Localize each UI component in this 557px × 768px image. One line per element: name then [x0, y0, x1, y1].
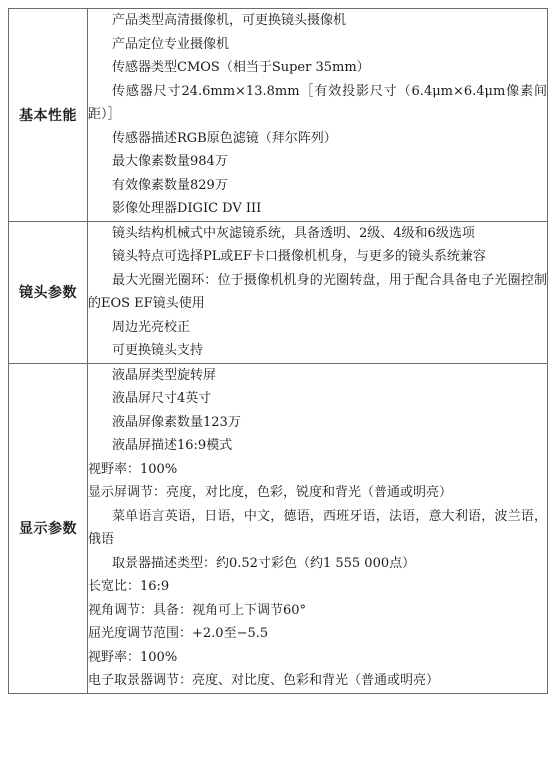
- spec-line: 镜头结构机械式中灰滤镜系统，具备透明、2级、4级和6级选项: [112, 225, 475, 241]
- section-category-label: 显示参数: [9, 363, 88, 693]
- spec-line: 显示屏调节：亮度，对比度，色彩，锐度和背光（普通或明亮）: [88, 485, 453, 500]
- section-category-label: 镜头参数: [9, 221, 88, 363]
- section-row-basic-performance: [9, 9, 548, 222]
- spec-line: 最大像素数量984万: [112, 154, 228, 169]
- spec-line: 周边光亮校正: [112, 319, 191, 335]
- section-content: [88, 363, 548, 693]
- spec-line: 电子取景器调节：亮度、对比度、色彩和背光（普通或明亮）: [88, 673, 440, 688]
- spec-line: 传感器描述RGB原色滤镜（拜尔阵列）: [112, 130, 337, 146]
- spec-line: 液晶屏尺寸4英寸: [112, 391, 212, 406]
- spec-line: 液晶屏像素数量123万: [112, 414, 241, 430]
- spec-line: 取景器描述类型：约0.52寸彩色（约1 555 000点）: [112, 555, 416, 571]
- spec-line: 最大光圈光圈环：位于摄像机机身的光圈转盘，用于配合具备电子光圈控制的EOS EF镜头使用: [88, 272, 547, 311]
- section-row-display-parameters: [9, 363, 548, 693]
- spec-line: 菜单语言英语，日语，中文，德语，西班牙语，法语，意大利语，波兰语，俄语: [88, 508, 547, 547]
- section-content: [88, 221, 548, 363]
- spec-line: 长宽比：16:9: [88, 579, 170, 594]
- spec-line: 视角调节：具备：视角可上下调节60°: [88, 602, 307, 618]
- section-content: [88, 9, 548, 222]
- spec-line: 液晶屏类型旋转屏: [112, 367, 217, 383]
- spec-line: 传感器类型CMOS（相当于Super 35mm）: [112, 60, 370, 75]
- section-category-label: 基本性能: [9, 9, 88, 222]
- spec-line: 视野率：100%: [88, 461, 178, 477]
- spec-line: 镜头特点可选择PL或EF卡口摄像机机身，与更多的镜头系统兼容: [112, 249, 486, 264]
- spec-line: 视野率：100%: [88, 649, 178, 665]
- spec-line: 屈光度调节范围：+2.0至−5.5: [88, 626, 269, 641]
- spec-line: 液晶屏描述16:9模式: [112, 438, 233, 453]
- spec-line: 可更换镜头支持: [112, 343, 204, 358]
- spec-line: 有效像素数量829万: [112, 177, 228, 193]
- spec-table: [8, 8, 548, 694]
- spec-line: 产品定位专业摄像机: [112, 36, 230, 52]
- section-row-lens-parameters: [9, 221, 548, 363]
- spec-table-body: [9, 9, 548, 694]
- spec-line: 影像处理器DIGIC DV III: [112, 201, 262, 216]
- spec-line: 产品类型高清摄像机，可更换镜头摄像机: [112, 13, 347, 28]
- spec-line: 传感器尺寸24.6mm×13.8mm［有效投影尺寸（6.4μm×6.4μm像素间距）］: [88, 83, 547, 122]
